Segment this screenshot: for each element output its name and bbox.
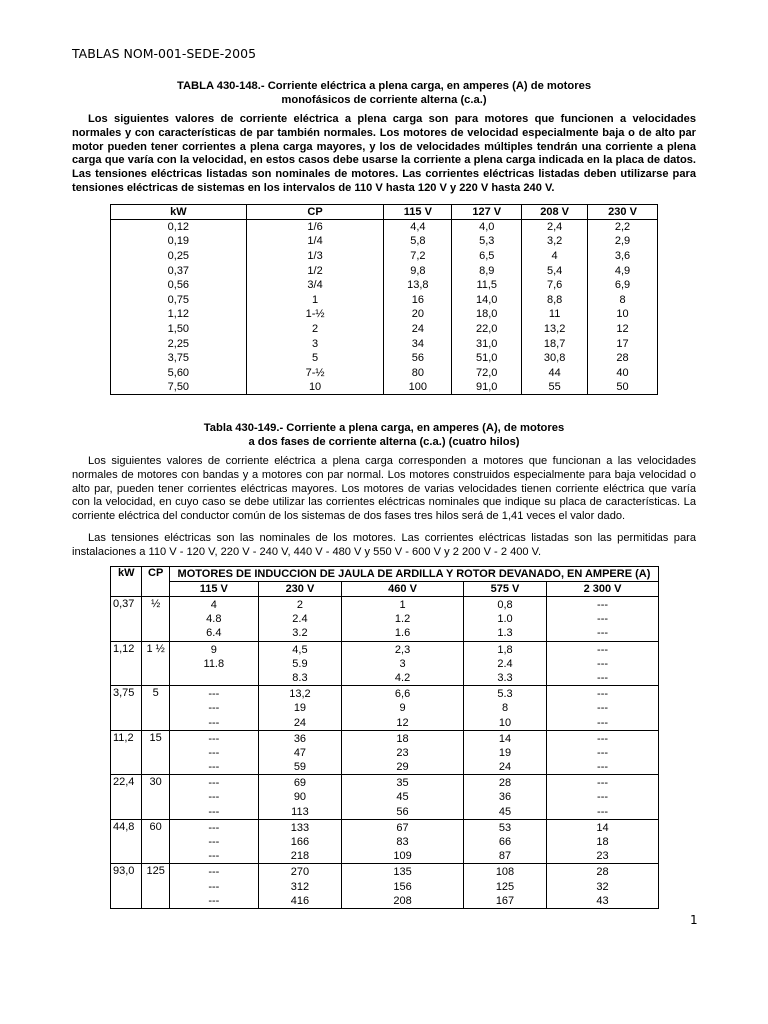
cell-value: 6,6 xyxy=(394,688,411,701)
table-row xyxy=(111,278,658,293)
cell-value: 1 xyxy=(399,599,406,611)
cell-cp: 5 xyxy=(142,686,170,731)
col-header-115v: 115 V xyxy=(384,205,452,220)
table-row xyxy=(111,351,658,366)
cell-value: --- xyxy=(597,613,609,626)
cell-value: 4,5 xyxy=(292,643,308,656)
table2-header-row-1 xyxy=(111,567,659,582)
cell-value: 24 xyxy=(498,761,512,774)
cell-230v: 2,9 xyxy=(588,234,658,249)
col-header-kw: kW xyxy=(111,567,142,597)
cell-v575 xyxy=(463,819,546,864)
cell-value: 12 xyxy=(396,716,409,729)
cell-kw: 0,19 xyxy=(111,234,247,249)
table2-title-line2: a dos fases de corriente alterna (c.a.) (cuatro hilos) xyxy=(248,436,520,448)
cell-v230 xyxy=(258,686,341,731)
cell-value: 19 xyxy=(293,702,307,715)
cell-cp: 1/6 xyxy=(246,220,384,235)
cell-127v: 14,0 xyxy=(452,292,522,307)
table-row xyxy=(111,597,659,642)
cell-value: --- xyxy=(597,732,609,745)
cell-115v: 13,8 xyxy=(384,278,452,293)
cell-value: 4.2 xyxy=(394,671,411,684)
cell-value: --- xyxy=(597,702,609,715)
cell-kw: 2,25 xyxy=(111,336,247,351)
cell-v460 xyxy=(342,641,464,686)
cell-kw: 1,12 xyxy=(111,307,247,322)
cell-cp: ½ xyxy=(142,597,170,642)
cell-value: 13,2 xyxy=(289,688,311,701)
cell-value: --- xyxy=(208,805,220,818)
cell-value: 4 xyxy=(210,599,217,611)
cell-kw: 0,75 xyxy=(111,292,247,307)
cell-115v: 24 xyxy=(384,322,452,337)
cell-kw: 0,37 xyxy=(111,263,247,278)
cell-value: 67 xyxy=(396,821,409,834)
table-row xyxy=(111,641,659,686)
cell-230v: 12 xyxy=(588,322,658,337)
table1-title-line1: TABLA 430-148.- Corriente eléctrica a plena carga, en amperes (A) de motores xyxy=(176,80,592,92)
cell-kw: 3,75 xyxy=(111,686,142,731)
cell-value: 9 xyxy=(399,702,406,715)
cell-v460 xyxy=(342,597,464,642)
cell-208v: 13,2 xyxy=(522,322,588,337)
table1-title-line2: monofásicos de corriente alterna (c.a.) xyxy=(281,94,487,106)
cell-value: --- xyxy=(597,643,609,656)
table1-header-row xyxy=(111,205,658,220)
col-header-kw: kW xyxy=(111,205,247,220)
cell-value: --- xyxy=(208,716,220,729)
cell-kw: 0,37 xyxy=(111,597,142,642)
cell-127v: 31,0 xyxy=(452,336,522,351)
cell-cp: 10 xyxy=(246,380,384,395)
cell-value: --- xyxy=(208,746,220,759)
cell-208v: 55 xyxy=(522,380,588,395)
cell-v460 xyxy=(342,775,464,820)
cell-115v: 16 xyxy=(384,292,452,307)
table-row xyxy=(111,730,659,775)
cell-cp: 15 xyxy=(142,730,170,775)
cell-v460 xyxy=(342,819,464,864)
cell-value: 69 xyxy=(293,777,307,790)
cell-value: 14 xyxy=(498,732,512,745)
cell-127v: 5,3 xyxy=(452,234,522,249)
cell-115v: 9,8 xyxy=(384,263,452,278)
cell-value: 125 xyxy=(495,880,515,893)
cell-115v: 34 xyxy=(384,336,452,351)
cell-value: --- xyxy=(597,657,609,670)
cell-cp: 7-½ xyxy=(246,365,384,380)
table-row xyxy=(111,263,658,278)
cell-kw: 11,2 xyxy=(111,730,142,775)
cell-v575 xyxy=(463,597,546,642)
cell-value: 167 xyxy=(495,894,515,907)
table-row xyxy=(111,322,658,337)
table-row xyxy=(111,249,658,264)
cell-value: 1.3 xyxy=(497,627,513,640)
col-header-127v: 127 V xyxy=(452,205,522,220)
cell-cp: 1-½ xyxy=(246,307,384,322)
cell-127v: 8,9 xyxy=(452,263,522,278)
cell-value: 23 xyxy=(596,850,609,863)
cell-value: 11.8 xyxy=(203,657,225,670)
cell-value: 47 xyxy=(293,746,307,759)
cell-v460 xyxy=(342,864,464,909)
cell-value: --- xyxy=(208,688,220,701)
table1-title xyxy=(110,79,658,107)
cell-115v: 80 xyxy=(384,365,452,380)
col-header-208v: 208 V xyxy=(522,205,588,220)
cell-cp: 1/3 xyxy=(246,249,384,264)
cell-v230 xyxy=(258,641,341,686)
cell-230v: 8 xyxy=(588,292,658,307)
cell-value: --- xyxy=(597,777,609,790)
col-header-115v: 115 V xyxy=(169,582,258,597)
cell-v2300 xyxy=(547,597,659,642)
cell-value: --- xyxy=(208,777,220,790)
cell-value: 1.0 xyxy=(497,613,513,626)
table2-header-row-2 xyxy=(111,582,659,597)
cell-value: 2 xyxy=(296,599,303,611)
cell-value: --- xyxy=(208,894,220,907)
table2-body xyxy=(111,597,659,909)
cell-kw: 44,8 xyxy=(111,819,142,864)
cell-value: 90 xyxy=(293,791,307,804)
cell-cp: 3/4 xyxy=(246,278,384,293)
cell-208v: 7,6 xyxy=(522,278,588,293)
cell-kw: 1,12 xyxy=(111,641,142,686)
cell-115v: 56 xyxy=(384,351,452,366)
cell-value: 2.4 xyxy=(497,657,513,670)
col-header-cp: CP xyxy=(246,205,384,220)
cell-value xyxy=(172,671,256,685)
cell-value: 108 xyxy=(495,866,515,879)
cell-value: --- xyxy=(597,805,609,818)
cell-value: 14 xyxy=(596,821,609,834)
cell-v2300 xyxy=(547,864,659,909)
table-row xyxy=(111,365,658,380)
cell-value: --- xyxy=(208,850,220,863)
cell-v115 xyxy=(169,597,258,642)
cell-value: 83 xyxy=(396,836,409,848)
table2-title xyxy=(110,421,658,449)
cell-value: --- xyxy=(208,836,220,848)
cell-value: 24 xyxy=(293,716,307,729)
col-header-230v: 230 V xyxy=(588,205,658,220)
cell-value: --- xyxy=(597,791,609,804)
cell-cp: 1/4 xyxy=(246,234,384,249)
cell-230v: 10 xyxy=(588,307,658,322)
cell-value: --- xyxy=(208,880,220,893)
cell-value: 156 xyxy=(393,880,412,893)
cell-cp: 1 xyxy=(246,292,384,307)
cell-value: --- xyxy=(597,761,609,774)
table-row xyxy=(111,336,658,351)
cell-v230 xyxy=(258,730,341,775)
cell-v575 xyxy=(463,730,546,775)
document-header: TABLAS NOM-001-SEDE-2005 xyxy=(72,46,257,61)
col-header-group: MOTORES DE INDUCCION DE JAULA DE ARDILLA Y ROTOR DEVANADO, EN AMPERE (A) xyxy=(169,567,658,582)
cell-value: --- xyxy=(208,866,220,879)
cell-value: 208 xyxy=(393,894,412,907)
cell-230v: 17 xyxy=(588,336,658,351)
cell-value: 113 xyxy=(291,805,309,818)
cell-v115 xyxy=(169,641,258,686)
cell-value: 3.2 xyxy=(292,627,308,640)
cell-v2300 xyxy=(547,730,659,775)
cell-value: --- xyxy=(597,688,609,701)
cell-value: --- xyxy=(208,791,220,804)
cell-v575 xyxy=(463,864,546,909)
table-row xyxy=(111,292,658,307)
cell-value: 36 xyxy=(293,732,307,745)
cell-230v: 28 xyxy=(588,351,658,366)
cell-value: 36 xyxy=(498,791,512,804)
cell-value: 166 xyxy=(290,836,310,848)
cell-value: --- xyxy=(208,732,220,745)
cell-value: 28 xyxy=(596,866,609,879)
cell-208v: 5,4 xyxy=(522,263,588,278)
cell-value: 9 xyxy=(210,643,217,656)
cell-230v: 6,9 xyxy=(588,278,658,293)
cell-115v: 5,8 xyxy=(384,234,452,249)
cell-cp: 2 xyxy=(246,322,384,337)
cell-value: 23 xyxy=(396,746,409,759)
cell-230v: 40 xyxy=(588,365,658,380)
cell-value: --- xyxy=(208,821,220,834)
cell-208v: 18,7 xyxy=(522,336,588,351)
cell-kw: 22,4 xyxy=(111,775,142,820)
cell-value: 8.3 xyxy=(292,671,308,684)
cell-value: 3.3 xyxy=(497,671,513,684)
cell-value: 8 xyxy=(501,702,509,715)
cell-v460 xyxy=(342,686,464,731)
cell-value: 32 xyxy=(596,880,609,893)
cell-value: 416 xyxy=(290,894,310,907)
cell-127v: 6,5 xyxy=(452,249,522,264)
cell-v575 xyxy=(463,641,546,686)
cell-v460 xyxy=(342,730,464,775)
cell-value: 29 xyxy=(396,761,409,774)
table2-paragraph-1: Los siguientes valores de corriente eléctrica a plena carga corresponden a motores que funcionan a las velocidades normales de motores con bandas y a motores con par normal. Los motores construidos especialmente para baja velocidad o alto par, pueden tener corrientes eléctricas mayores. Los motores de varias velocidades tienen corriente eléctrica que varía con la velocidad, en cuyo caso se debe utilizar las corrientes eléctricas nominales que indique su placa de características. La corriente eléctrica del conductor común de los sistemas de dos fases tres hilos será de 1,41 veces el valor dado. xyxy=(72,455,696,523)
cell-127v: 4,0 xyxy=(452,220,522,235)
cell-value: --- xyxy=(597,671,609,684)
cell-value: 18 xyxy=(596,836,609,848)
cell-value: 18 xyxy=(396,732,409,745)
table-row xyxy=(111,234,658,249)
cell-value: 2.4 xyxy=(292,613,308,626)
cell-value: 133 xyxy=(290,821,310,834)
cell-v115 xyxy=(169,730,258,775)
cell-cp: 60 xyxy=(142,819,170,864)
cell-value: --- xyxy=(208,761,220,774)
cell-v575 xyxy=(463,775,546,820)
table-row xyxy=(111,307,658,322)
cell-kw: 3,75 xyxy=(111,351,247,366)
table2-paragraph-2: Las tensiones eléctricas son las nominales de los motores. Las corrientes eléctricas listadas son las permitidas para instalaciones a 110 V - 120 V, 220 V - 240 V, 440 V - 480 V y 550 V - 600 V y 2 200 V - 2 400 V. xyxy=(72,532,696,558)
col-header-575v: 575 V xyxy=(463,582,546,597)
cell-value: 2,3 xyxy=(394,643,411,656)
cell-value: 312 xyxy=(290,880,310,893)
table-row xyxy=(111,686,659,731)
table-row xyxy=(111,220,658,235)
cell-v115 xyxy=(169,864,258,909)
cell-value: 1.6 xyxy=(394,627,411,640)
cell-127v: 91,0 xyxy=(452,380,522,395)
col-header-230v: 230 V xyxy=(258,582,341,597)
cell-v115 xyxy=(169,775,258,820)
cell-value: --- xyxy=(597,716,609,729)
cell-cp: 1 ½ xyxy=(142,641,170,686)
cell-v575 xyxy=(463,686,546,731)
cell-value: --- xyxy=(208,702,220,715)
cell-value: 1.2 xyxy=(394,613,411,626)
cell-kw: 0,12 xyxy=(111,220,247,235)
cell-v230 xyxy=(258,597,341,642)
cell-cp: 30 xyxy=(142,775,170,820)
cell-cp: 3 xyxy=(246,336,384,351)
cell-v230 xyxy=(258,819,341,864)
cell-208v: 8,8 xyxy=(522,292,588,307)
cell-kw: 7,50 xyxy=(111,380,247,395)
cell-value: 270 xyxy=(290,866,310,879)
cell-127v: 18,0 xyxy=(452,307,522,322)
cell-208v: 30,8 xyxy=(522,351,588,366)
cell-value: 10 xyxy=(498,716,512,729)
cell-127v: 51,0 xyxy=(452,351,522,366)
col-header-460v: 460 V xyxy=(342,582,464,597)
cell-208v: 2,4 xyxy=(522,220,588,235)
cell-v2300 xyxy=(547,641,659,686)
page-number: 1 xyxy=(690,913,698,927)
cell-value: --- xyxy=(597,746,609,759)
cell-115v: 7,2 xyxy=(384,249,452,264)
cell-kw: 1,50 xyxy=(111,322,247,337)
cell-208v: 44 xyxy=(522,365,588,380)
cell-value: --- xyxy=(597,599,609,611)
col-header-2300v: 2 300 V xyxy=(547,582,659,597)
table1-body xyxy=(111,220,658,395)
table1-paragraph: Los siguientes valores de corriente eléctrica a plena carga son para motores que funcionen a velocidades normales y con características de par también normales. Los motores de velocidad especialmente baja o de alto par motor pueden tener corrientes a plena carga mayores, y los de velocidades múltiples tendrán una corriente a plena carga que varía con la velocidad, en estos casos debe usarse la corriente a plena carga indicada en la placa de datos. Las tensiones eléctricas listadas son nominales de motores. Las corrientes eléctricas listadas deben utilizarse para tensiones eléctricas de sistemas en los intervalos de 110 V hasta 120 V y 220 V hasta 240 V. xyxy=(72,113,696,194)
cell-value: 28 xyxy=(498,777,512,790)
cell-115v: 100 xyxy=(384,380,452,395)
table-row xyxy=(111,864,659,909)
cell-kw: 0,56 xyxy=(111,278,247,293)
cell-v2300 xyxy=(547,819,659,864)
col-header-cp: CP xyxy=(142,567,170,597)
cell-value: 87 xyxy=(498,850,512,863)
cell-value: 35 xyxy=(396,777,409,790)
cell-cp: 125 xyxy=(142,864,170,909)
cell-208v: 11 xyxy=(522,307,588,322)
cell-value: 1,8 xyxy=(497,643,513,656)
table2-title-line1: Tabla 430-149.- Corriente a plena carga, en amperes (A), de motores xyxy=(203,422,565,434)
cell-value: 43 xyxy=(596,894,609,907)
cell-kw: 93,0 xyxy=(111,864,142,909)
cell-value: 45 xyxy=(396,791,409,804)
cell-127v: 11,5 xyxy=(452,278,522,293)
cell-value: 0,8 xyxy=(497,599,513,611)
cell-value: 66 xyxy=(498,836,512,848)
cell-115v: 20 xyxy=(384,307,452,322)
cell-230v: 2,2 xyxy=(588,220,658,235)
table-row xyxy=(111,380,658,395)
cell-value: 4.8 xyxy=(206,613,222,626)
cell-value: 45 xyxy=(498,805,512,818)
table-row xyxy=(111,775,659,820)
cell-208v: 4 xyxy=(522,249,588,264)
cell-v230 xyxy=(258,775,341,820)
cell-value: 3 xyxy=(399,657,406,670)
cell-v2300 xyxy=(547,775,659,820)
cell-v230 xyxy=(258,864,341,909)
cell-v115 xyxy=(169,686,258,731)
cell-230v: 3,6 xyxy=(588,249,658,264)
table-430-148 xyxy=(110,204,658,395)
cell-value: 109 xyxy=(393,850,412,863)
cell-value: 56 xyxy=(396,805,409,818)
cell-cp: 1/2 xyxy=(246,263,384,278)
table-430-149 xyxy=(110,566,659,909)
cell-230v: 4,9 xyxy=(588,263,658,278)
cell-value: 135 xyxy=(393,866,412,879)
cell-kw: 5,60 xyxy=(111,365,247,380)
cell-value: 19 xyxy=(498,746,512,759)
cell-value: 59 xyxy=(293,761,307,774)
cell-v115 xyxy=(169,819,258,864)
table-row xyxy=(111,819,659,864)
cell-cp: 5 xyxy=(246,351,384,366)
cell-v2300 xyxy=(547,686,659,731)
cell-value: 5.3 xyxy=(497,688,513,701)
cell-115v: 4,4 xyxy=(384,220,452,235)
cell-127v: 22,0 xyxy=(452,322,522,337)
cell-127v: 72,0 xyxy=(452,365,522,380)
cell-kw: 0,25 xyxy=(111,249,247,264)
cell-value: 5.9 xyxy=(292,657,308,670)
cell-value: 218 xyxy=(290,850,310,863)
cell-value: 53 xyxy=(498,821,512,834)
cell-value: 6.4 xyxy=(206,627,222,640)
cell-208v: 3,2 xyxy=(522,234,588,249)
cell-230v: 50 xyxy=(588,380,658,395)
cell-value: --- xyxy=(597,627,609,640)
